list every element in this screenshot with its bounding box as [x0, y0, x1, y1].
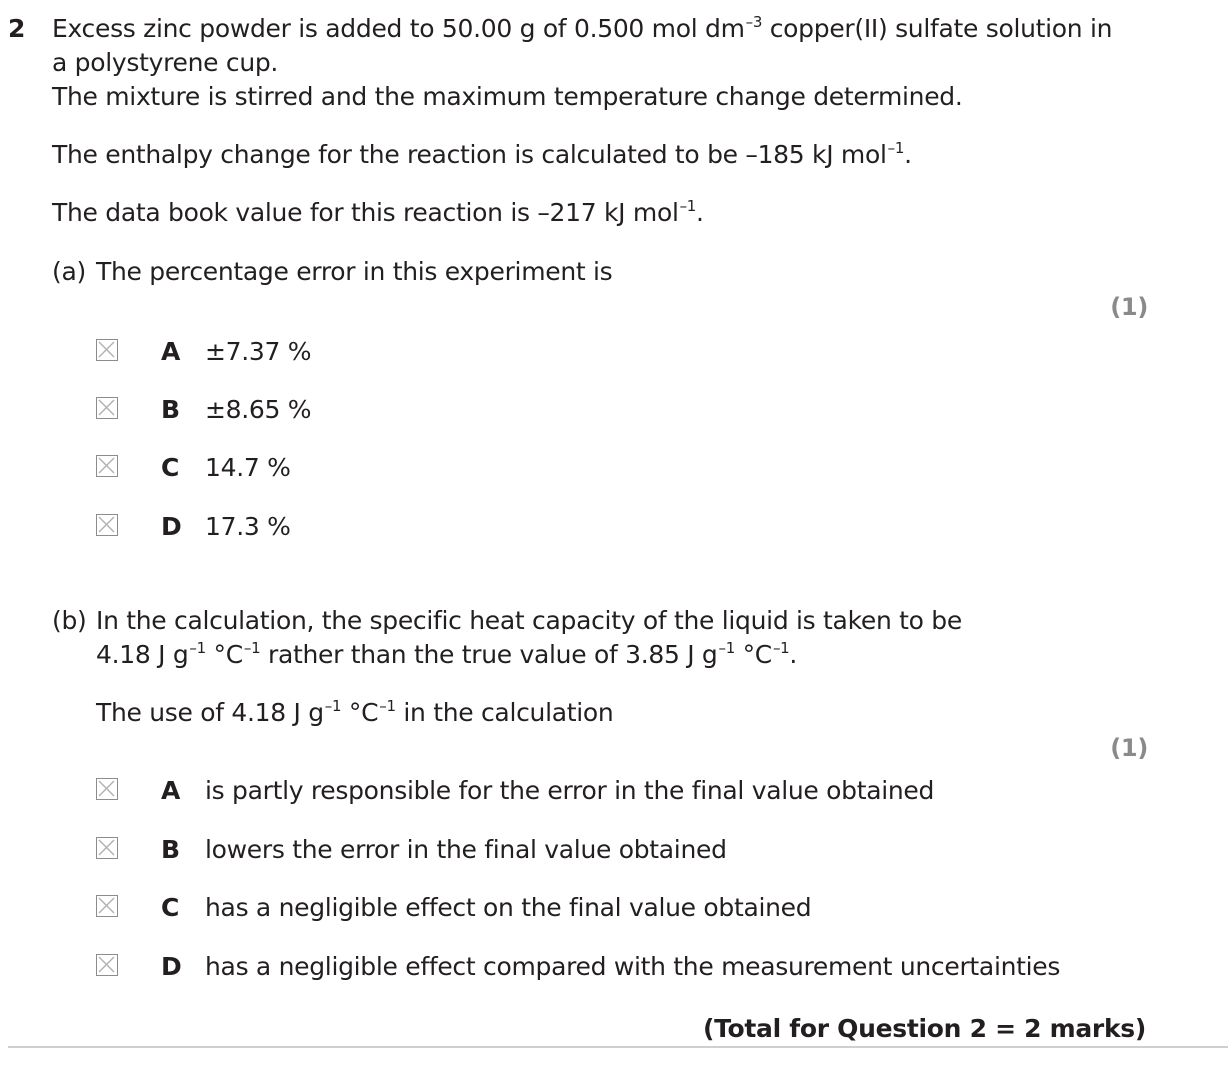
part-b-option-d-letter: D	[161, 952, 182, 981]
checkbox-cross-icon	[97, 456, 116, 475]
part-b-option-a-checkbox[interactable]	[96, 778, 118, 800]
part-a-option-c-text: 14.7 %	[205, 453, 291, 482]
part-a-option-d-checkbox[interactable]	[96, 514, 118, 536]
checkbox-cross-icon	[97, 896, 116, 915]
question-number: 2	[8, 14, 26, 43]
part-a-option-a-checkbox[interactable]	[96, 339, 118, 361]
checkbox-cross-icon	[97, 955, 116, 974]
checkbox-cross-icon	[97, 398, 116, 417]
part-a-option-a-letter: A	[161, 337, 181, 366]
part-b-option-a-letter: A	[161, 776, 181, 805]
part-b-option-b-text: lowers the error in the final value obtained	[205, 835, 727, 864]
intro-line-2: a polystyrene cup.	[52, 48, 279, 77]
part-b-option-b-letter: B	[161, 835, 180, 864]
checkbox-cross-icon	[97, 838, 116, 857]
part-b-option-d-text: has a negligible effect compared with the measurement uncertainties	[205, 952, 1061, 981]
part-b-line-2: 4.18 J $g^{-1}$ $^\circ C^{-1}$ rather than the true value of 3.85 J $g^{-1}$ $^\circ C^{-1}$.	[96, 639, 798, 669]
part-b-line-1: In the calculation, the specific heat capacity of the liquid is taken to be	[96, 606, 962, 635]
checkbox-cross-icon	[97, 340, 116, 359]
part-a-option-c-letter: C	[161, 453, 180, 482]
part-b-option-d-checkbox[interactable]	[96, 954, 118, 976]
part-b-prompt: The use of 4.18 J $g^{-1}$ $^\circ C^{-1}$ in the calculation	[96, 697, 614, 727]
bottom-divider	[8, 1046, 1228, 1048]
part-b-option-c-text: has a negligible effect on the final value obtained	[205, 893, 812, 922]
part-a-prompt: The percentage error in this experiment is	[96, 257, 613, 286]
part-b-option-c-letter: C	[161, 893, 180, 922]
intro-line-3: The mixture is stirred and the maximum temperature change determined.	[52, 82, 963, 111]
intro-line-1: Excess zinc powder is added to 50.00 g of 0.500 mol $dm^{-3}$ copper(II) sulfate solution in	[52, 13, 1113, 43]
part-a-option-b-letter: B	[161, 395, 180, 424]
part-b-option-c-checkbox[interactable]	[96, 895, 118, 917]
part-b-marks: (1)	[1110, 734, 1148, 762]
part-a-option-b-text: ±8.65 %	[205, 395, 312, 424]
part-b-option-a-text: is partly responsible for the error in the final value obtained	[205, 776, 935, 805]
part-b-option-b-checkbox[interactable]	[96, 837, 118, 859]
question-total: (Total for Question 2 = 2 marks)	[702, 1014, 1146, 1043]
checkbox-cross-icon	[97, 515, 116, 534]
part-a-marks: (1)	[1110, 293, 1148, 321]
part-a-option-d-letter: D	[161, 512, 182, 541]
checkbox-cross-icon	[97, 779, 116, 798]
enthalpy-statement: The enthalpy change for the reaction is calculated to be –185 kJ mol$^{-1}$.	[52, 139, 912, 169]
part-a-option-a-text: ±7.37 %	[205, 337, 312, 366]
part-a-label: (a)	[52, 257, 86, 286]
part-b-label: (b)	[52, 606, 87, 635]
part-a-option-b-checkbox[interactable]	[96, 397, 118, 419]
part-a-option-d-text: 17.3 %	[205, 512, 291, 541]
databook-statement: The data book value for this reaction is –217 kJ mol$^{-1}$.	[52, 197, 704, 227]
part-a-option-c-checkbox[interactable]	[96, 455, 118, 477]
